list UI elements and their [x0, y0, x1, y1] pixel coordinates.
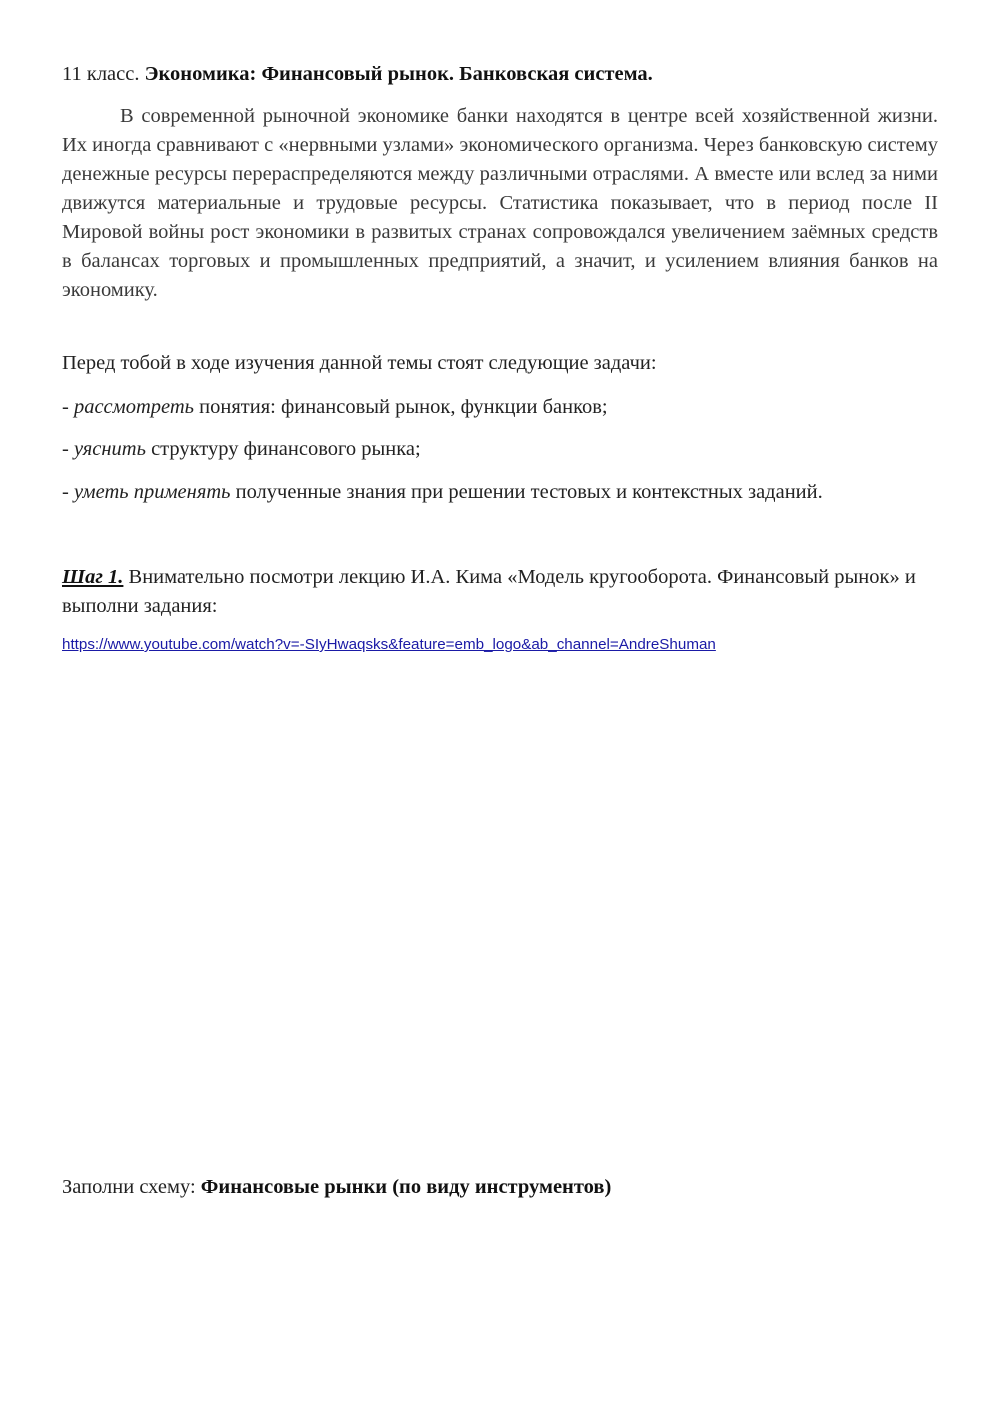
- task-verb: рассмотреть: [73, 396, 195, 418]
- intro-paragraph: В современной рыночной экономике банки находятся в центре всей хозяйственной жизни. Их иногда сравнивают с «нервными узлами» экономического организма. Через банковскую систему денежные ресурсы перераспределяются между различными отраслями. А вместе или вслед за ними движутся материальные и трудовые ресурсы. Статистика показывает, что в период после II Мировой войны рост экономики в развитых странах сопровождался увеличением заёмных средств в балансах торговых и промышленных предприятий, а значит, и усилением влияния банков на экономику.: [62, 105, 938, 301]
- step-1-text: Внимательно посмотри лекцию И.А. Кима «Модель кругооборота. Финансовый рынок» и выполни задания:: [62, 566, 916, 617]
- task-verb: уяснить: [73, 438, 146, 460]
- task-item: [62, 435, 938, 464]
- scheme-title: Финансовые рынки (по виду инструментов): [200, 1176, 612, 1198]
- task-text: структуру финансового рынка;: [145, 438, 421, 460]
- scheme-instruction: [62, 1173, 938, 1202]
- task-item: [62, 393, 938, 422]
- tasks-intro: Перед тобой в ходе изучения данной темы стоят следующие задачи:: [62, 352, 657, 374]
- document-title: [62, 60, 938, 89]
- task-text: понятия: финансовый рынок, функции банков;: [194, 396, 608, 418]
- step-1-label: Шаг 1.: [62, 566, 124, 588]
- task-dash: -: [62, 438, 74, 460]
- task-verb: уметь применять: [73, 481, 231, 503]
- task-dash: -: [62, 481, 74, 503]
- step-1-instruction: [62, 563, 938, 621]
- task-dash: -: [62, 396, 74, 418]
- scheme-prefix: Заполни схему:: [62, 1176, 201, 1198]
- topic-title: Экономика: Финансовый рынок. Банковская система.: [144, 63, 653, 85]
- task-item: [62, 478, 938, 507]
- task-text: полученные знания при решении тестовых и контекстных заданий.: [230, 481, 823, 503]
- lecture-video-link[interactable]: https://www.youtube.com/watch?v=-SIyHwaqsks&feature=emb_logo&ab_channel=AndreShuman: [62, 636, 716, 653]
- grade-label: 11 класс.: [62, 63, 140, 85]
